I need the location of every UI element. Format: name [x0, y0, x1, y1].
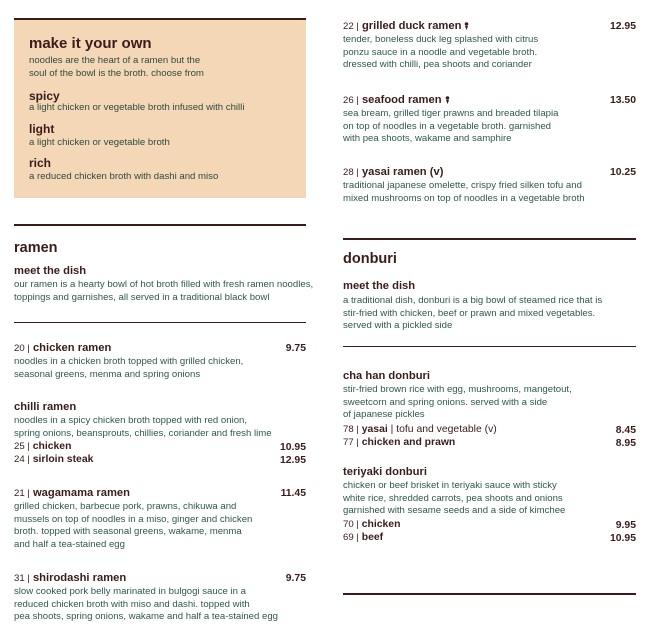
- teriyaki-beef-price: 10.95: [609, 533, 636, 544]
- broth-light-title: light: [29, 122, 55, 136]
- teriyaki-option-beef: 69 | beef: [343, 532, 384, 543]
- seafood-ramen-desc: sea bream, grilled tiger prawns and breaded tilapia on top of noodles in a vegetable broth. garnished with pea shoots, wakame and samphire: [343, 108, 559, 145]
- yasai-ramen-price: 10.25: [609, 167, 636, 178]
- make-it-your-own-heading: make it your own: [29, 35, 152, 52]
- chilli-icon: [445, 96, 450, 104]
- cha-han-donburi-desc: stir-fried brown rice with egg, mushrooms, mangetout, sweetcorn and spring onions. served with a side of japanese pickles: [343, 384, 572, 421]
- shirodashi-ramen-price: 9.75: [285, 573, 306, 584]
- chicken-ramen-desc: noodles in a chicken broth topped with grilled chicken, seasonal greens, menma and spring onions: [14, 356, 244, 380]
- seafood-ramen-price: 13.50: [609, 95, 636, 106]
- chilli-ramen-option-chicken: 25 | chicken: [14, 441, 72, 452]
- grilled-duck-ramen-desc: tender, boneless duck leg splashed with citrus ponzu sauce in a noodle and vegetable broth. dressed with chilli, pea shoots and coriander: [343, 34, 539, 71]
- ramen-meet-title: meet the dish: [14, 265, 87, 277]
- cha-han-yasai-price: 8.45: [615, 425, 636, 436]
- broth-spicy-desc: a light chicken or vegetable broth infused with chilli: [29, 102, 245, 113]
- chilli-ramen-chicken-price: 10.95: [279, 442, 306, 453]
- cha-han-option-chicken-prawn: 77 | chicken and prawn: [343, 437, 456, 448]
- chilli-ramen-option-steak: 24 | sirloin steak: [14, 454, 94, 465]
- cha-han-donburi-title: cha han donburi: [343, 370, 431, 382]
- broth-spicy-title: spicy: [29, 89, 60, 103]
- chilli-ramen-title: chilli ramen: [14, 401, 77, 413]
- ramen-heading: ramen: [14, 240, 58, 256]
- chilli-ramen-steak-price: 12.95: [279, 455, 306, 466]
- chicken-ramen-price: 9.75: [285, 343, 306, 354]
- bottom-right-rule: [343, 593, 636, 595]
- yasai-ramen-title: 28 | yasai ramen (v): [343, 166, 444, 178]
- broth-rich-desc: a reduced chicken broth with dashi and miso: [29, 171, 219, 182]
- chilli-ramen-desc: noodles in a spicy chicken broth topped with red onion, spring onions, beansprouts, chillies, coriander and fresh lime: [14, 415, 272, 439]
- cha-han-chicken-prawn-price: 8.95: [615, 438, 636, 449]
- yasai-ramen-desc: traditional japanese omelette, crispy fried silken tofu and mixed mushrooms on top of noodles in a vegetable broth: [343, 180, 585, 204]
- teriyaki-donburi-title: teriyaki donburi: [343, 466, 427, 478]
- teriyaki-chicken-price: 9.95: [615, 520, 636, 531]
- broth-rich-title: rich: [29, 156, 52, 170]
- broth-light-desc: a light chicken or vegetable broth: [29, 137, 170, 148]
- grilled-duck-ramen-price: 12.95: [609, 21, 636, 32]
- donburi-divider: [343, 346, 636, 347]
- wagamama-ramen-price: 11.45: [280, 488, 306, 499]
- teriyaki-option-chicken: 70 | chicken: [343, 519, 401, 530]
- donburi-top-rule: [343, 238, 636, 240]
- ramen-top-rule: [14, 224, 306, 226]
- shirodashi-ramen-title: 31 | shirodashi ramen: [14, 572, 127, 584]
- chicken-ramen-title: 20 | chicken ramen: [14, 342, 112, 354]
- shirodashi-ramen-desc: slow cooked pork belly marinated in bulgogi sauce in a reduced chicken broth with miso and dashi. topped with pea shoots, spring onions, wakame and half a tea-stained egg: [14, 586, 279, 623]
- chilli-icon: [464, 22, 469, 30]
- ramen-divider: [14, 322, 306, 323]
- make-it-your-own-box: [14, 20, 306, 198]
- grilled-duck-ramen-title: 22 | grilled duck ramen: [343, 20, 469, 32]
- donburi-meet-title: meet the dish: [343, 280, 416, 292]
- donburi-meet-desc: a traditional dish, donburi is a big bowl of steamed rice that is stir-fried with chicken, beef or prawn and mixed vegetables. served with a pickled side: [343, 295, 603, 332]
- broth-intro: noodles are the heart of a ramen but the soul of the bowl is the broth. choose from: [29, 55, 204, 79]
- wagamama-ramen-desc: grilled chicken, barbecue pork, prawns, chikuwa and mussels on top of noodles in a miso, ginger and chicken broth. topped with seasonal greens, wakame, menma and half a tea-stained egg: [14, 501, 253, 550]
- teriyaki-donburi-desc: chicken or beef brisket in teriyaki sauce with sticky white rice, shredded carrots, pea shoots and onions garnished with sesame seeds and a side of kimchee: [343, 480, 566, 517]
- cha-han-option-yasai: 78 | yasai | tofu and vegetable (v): [343, 424, 497, 435]
- wagamama-ramen-title: 21 | wagamama ramen: [14, 487, 130, 499]
- ramen-meet-desc: our ramen is a hearty bowl of hot broth filled with fresh ramen noodles, toppings and garnishes, all served in a traditional black bowl: [14, 279, 314, 303]
- seafood-ramen-title: 26 | seafood ramen: [343, 94, 450, 106]
- donburi-heading: donburi: [343, 251, 397, 267]
